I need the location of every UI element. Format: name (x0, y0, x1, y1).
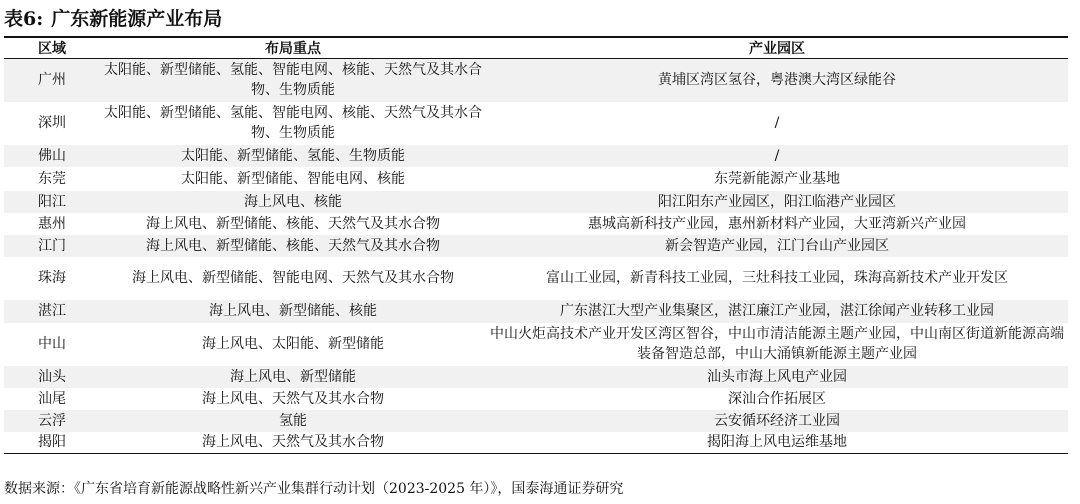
cell-region: 佛山 (4, 145, 100, 167)
cell-parks: / (486, 102, 1068, 145)
table-row (4, 102, 1068, 145)
table-row (4, 59, 1068, 102)
cell-focus: 氢能 (100, 410, 486, 432)
table-row (4, 191, 1068, 213)
cell-parks: 黄埔区湾区氢谷，粤港澳大湾区绿能谷 (486, 59, 1068, 102)
cell-focus: 海上风电、新型储能、智能电网、天然气及其水合物 (100, 257, 486, 300)
table-title-text: 广东新能源产业布局 (51, 8, 223, 30)
cell-region: 珠海 (4, 257, 100, 300)
table-row (4, 213, 1068, 235)
cell-focus: 太阳能、新型储能、氢能、智能电网、核能、天然气及其水合物、生物质能 (100, 59, 486, 102)
cell-region: 深圳 (4, 102, 100, 145)
cell-focus: 太阳能、新型储能、氢能、生物质能 (100, 145, 486, 167)
header-focus: 布局重点 (100, 37, 486, 59)
table-title (4, 4, 222, 34)
cell-parks: 广东湛江大型产业集聚区，湛江廉江产业园，湛江徐闻产业转移工业园 (486, 300, 1068, 323)
table-header (4, 37, 1068, 59)
cell-parks: 惠城高新科技产业园，惠州新材料产业园，大亚湾新兴产业园 (486, 213, 1068, 235)
table-row (4, 323, 1068, 366)
cell-region: 中山 (4, 323, 100, 366)
cell-parks: 阳江阳东产业园区，阳江临港产业园区 (486, 191, 1068, 213)
table-row (4, 167, 1068, 191)
cell-focus: 海上风电、新型储能、核能、天然气及其水合物 (100, 235, 486, 257)
header-parks: 产业园区 (486, 37, 1068, 59)
table-number: 表6: (4, 8, 44, 30)
cell-focus: 海上风电、新型储能、核能 (100, 300, 486, 323)
table-row (4, 410, 1068, 432)
cell-parks: 中山火炬高技术产业开发区湾区智谷，中山市清洁能源主题产业园，中山南区街道新能源高端装备智造总部，中山大涌镇新能源主题产业园 (486, 323, 1068, 366)
cell-focus: 海上风电、天然气及其水合物 (100, 388, 486, 410)
table-row (4, 300, 1068, 323)
cell-parks: 汕头市海上风电产业园 (486, 366, 1068, 388)
layout-table (4, 36, 1068, 454)
cell-parks: 富山工业园，新青科技工业园，三灶科技工业园，珠海高新技术产业开发区 (486, 257, 1068, 300)
table-row (4, 432, 1068, 454)
table-row (4, 235, 1068, 257)
cell-focus: 海上风电、新型储能、核能、天然气及其水合物 (100, 213, 486, 235)
cell-region: 惠州 (4, 213, 100, 235)
table-row (4, 145, 1068, 167)
cell-parks: 新会智造产业园，江门台山产业园区 (486, 235, 1068, 257)
cell-focus: 海上风电、新型储能 (100, 366, 486, 388)
cell-parks: 揭阳海上风电运维基地 (486, 432, 1068, 454)
cell-parks: 东莞新能源产业基地 (486, 167, 1068, 191)
cell-focus: 海上风电、核能 (100, 191, 486, 213)
cell-parks: 云安循环经济工业园 (486, 410, 1068, 432)
cell-region: 云浮 (4, 410, 100, 432)
cell-focus: 太阳能、新型储能、智能电网、核能 (100, 167, 486, 191)
cell-parks: / (486, 145, 1068, 167)
cell-region: 揭阳 (4, 432, 100, 454)
table-row (4, 366, 1068, 388)
cell-region: 汕头 (4, 366, 100, 388)
cell-focus: 海上风电、太阳能、新型储能 (100, 323, 486, 366)
source-note: 数据来源：《广东省培育新能源战略性新兴产业集群行动计划（2023-2025 年）》，国泰海通证券研究 (4, 481, 624, 497)
table-body (4, 59, 1068, 454)
cell-region: 东莞 (4, 167, 100, 191)
cell-focus: 太阳能、新型储能、氢能、智能电网、核能、天然气及其水合物、生物质能 (100, 102, 486, 145)
table-row (4, 388, 1068, 410)
cell-focus: 海上风电、天然气及其水合物 (100, 432, 486, 454)
cell-region: 汕尾 (4, 388, 100, 410)
header-region: 区域 (4, 37, 100, 59)
cell-region: 湛江 (4, 300, 100, 323)
cell-region: 江门 (4, 235, 100, 257)
cell-region: 阳江 (4, 191, 100, 213)
cell-parks: 深汕合作拓展区 (486, 388, 1068, 410)
table-row (4, 257, 1068, 300)
cell-region: 广州 (4, 59, 100, 102)
